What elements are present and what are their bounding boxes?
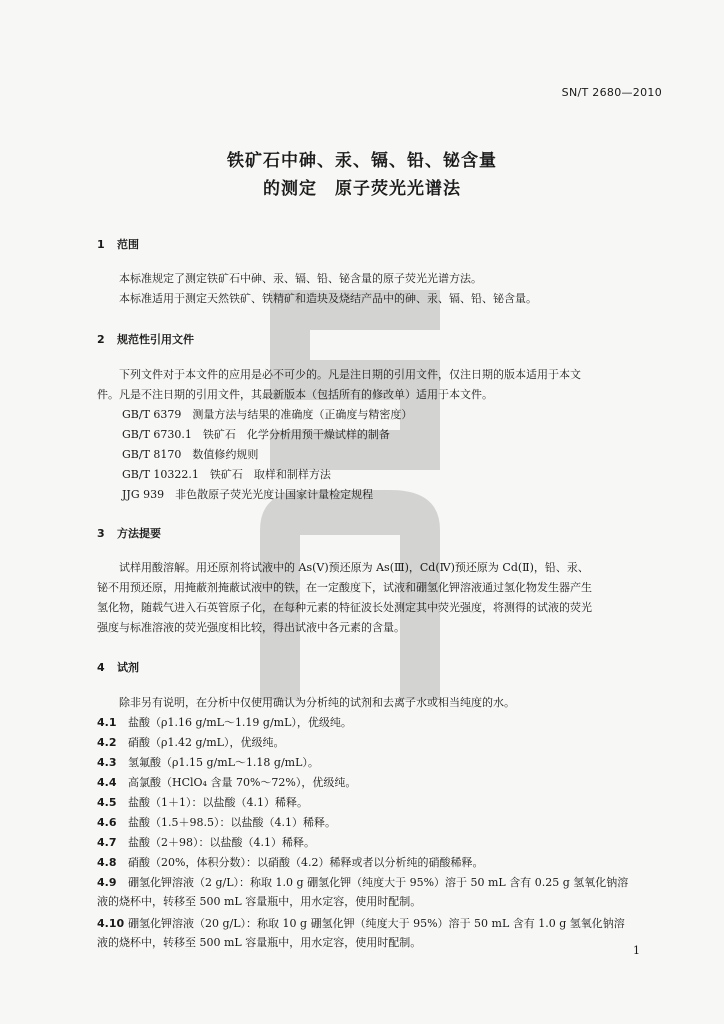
item-number: 4.7 xyxy=(97,836,117,849)
section-title: 试剂 xyxy=(117,661,139,674)
section-4-heading xyxy=(97,659,139,675)
item-number: 4.4 xyxy=(97,776,117,789)
paragraph: 氢化物，随载气进入石英管原子化，在每种元素的特征波长处测定其中荧光强度，将测得的试液的荧光 xyxy=(97,601,592,614)
normative-reference: GB/T 10322.1 铁矿石 取样和制样方法 xyxy=(122,468,331,481)
section-number: 4 xyxy=(97,661,105,674)
item-number: 4.5 xyxy=(97,796,117,809)
normative-reference: GB/T 6379 测量方法与结果的准确度（正确度与精密度） xyxy=(122,408,413,421)
normative-reference: GB/T 6730.1 铁矿石 化学分析用预干燥试样的制备 xyxy=(122,428,390,441)
section-title: 方法提要 xyxy=(117,527,161,540)
reagent-item xyxy=(97,832,660,853)
reagent-item xyxy=(97,752,660,773)
section-title: 范围 xyxy=(117,238,139,251)
section-number: 3 xyxy=(97,527,105,540)
paragraph: 强度与标准溶液的荧光强度相比较，得出试液中各元素的含量。 xyxy=(97,621,405,634)
page-number: 1 xyxy=(633,944,640,957)
reagent-item xyxy=(97,812,660,833)
item-number: 4.10 xyxy=(97,917,125,930)
section-title: 规范性引用文件 xyxy=(117,333,194,346)
item-continuation: 液的烧杯中，转移至 500 mL 容量瓶中，用水定容，使用时配制。 xyxy=(97,936,422,949)
item-text: 硼氢化钾溶液（2 g/L）：称取 1.0 g 硼氢化钾（纯度大于 95%）溶于 50 mL 含有 0.25 g 氢氧化钠溶 xyxy=(128,876,629,889)
normative-reference: JJG 939 非色散原子荧光光度计国家计量检定规程 xyxy=(122,488,374,501)
section-3-heading xyxy=(97,525,161,541)
reagent-item xyxy=(97,872,660,893)
item-text: 硼氢化钾溶液（20 g/L）：称取 10 g 硼氢化钾（纯度大于 95%）溶于 50 mL 含有 1.0 g 氢氧化钠溶 xyxy=(128,917,625,930)
normative-reference: GB/T 8170 数值修约规则 xyxy=(122,448,259,461)
item-text: 盐酸（1＋1）：以盐酸（4.1）稀释。 xyxy=(128,796,308,809)
paragraph: 下列文件对于本文件的应用是必不可少的。凡是注日期的引用文件，仅注日期的版本适用于本文 xyxy=(119,368,581,381)
section-number: 2 xyxy=(97,333,105,346)
item-text: 盐酸（ρ1.16 g/mL～1.19 g/mL），优级纯。 xyxy=(128,716,352,729)
item-number: 4.9 xyxy=(97,876,117,889)
paragraph: 除非另有说明，在分析中仅使用确认为分析纯的试剂和去离子水或相当纯度的水。 xyxy=(119,696,515,709)
item-continuation: 液的烧杯中，转移至 500 mL 容量瓶中，用水定容，使用时配制。 xyxy=(97,895,422,908)
reagent-item xyxy=(97,772,660,793)
paragraph: 试样用酸溶解。用还原剂将试液中的 As(Ⅴ)预还原为 As(Ⅲ)，Cd(Ⅳ)预还原为 Cd(Ⅱ)，铅、汞、 xyxy=(119,561,589,574)
reagent-item xyxy=(97,852,660,873)
paragraph: 本标准规定了测定铁矿石中砷、汞、镉、铅、铋含量的原子荧光光谱方法。 xyxy=(119,272,482,285)
item-text: 高氯酸（HClO₄ 含量 70%～72%），优级纯。 xyxy=(128,776,357,789)
item-text: 硝酸（ρ1.42 g/mL），优级纯。 xyxy=(128,736,285,749)
item-text: 氢氟酸（ρ1.15 g/mL～1.18 g/mL）。 xyxy=(128,756,319,769)
item-number: 4.2 xyxy=(97,736,117,749)
item-text: 硝酸（20%，体积分数）：以硝酸（4.2）稀释或者以分析纯的硝酸稀释。 xyxy=(128,856,484,869)
item-text: 盐酸（1.5＋98.5）：以盐酸（4.1）稀释。 xyxy=(128,816,336,829)
section-2-heading xyxy=(97,331,194,347)
item-number: 4.8 xyxy=(97,856,117,869)
paragraph: 本标准适用于测定天然铁矿、铁精矿和造块及烧结产品中的砷、汞、镉、铅、铋含量。 xyxy=(119,292,537,305)
paragraph: 件。凡是不注日期的引用文件，其最新版本（包括所有的修改单）适用于本文件。 xyxy=(97,388,493,401)
reagent-item xyxy=(97,732,660,753)
reagent-item xyxy=(97,712,660,733)
section-1-heading xyxy=(97,236,139,252)
item-number: 4.6 xyxy=(97,816,117,829)
reagent-item xyxy=(97,792,660,813)
paragraph: 铋不用预还原，用掩蔽剂掩蔽试液中的铁，在一定酸度下，试液和硼氢化钾溶液通过氢化物发生器产生 xyxy=(97,581,592,594)
document-title-line1: 铁矿石中砷、汞、镉、铅、铋含量 xyxy=(227,151,497,171)
item-text: 盐酸（2＋98）：以盐酸（4.1）稀释。 xyxy=(128,836,315,849)
item-number: 4.1 xyxy=(97,716,117,729)
section-number: 1 xyxy=(97,238,105,251)
standard-number: SN/T 2680—2010 xyxy=(561,86,662,99)
item-number: 4.3 xyxy=(97,756,117,769)
document-title-line2: 的测定 原子荧光光谱法 xyxy=(263,179,461,199)
reagent-item xyxy=(97,913,660,934)
